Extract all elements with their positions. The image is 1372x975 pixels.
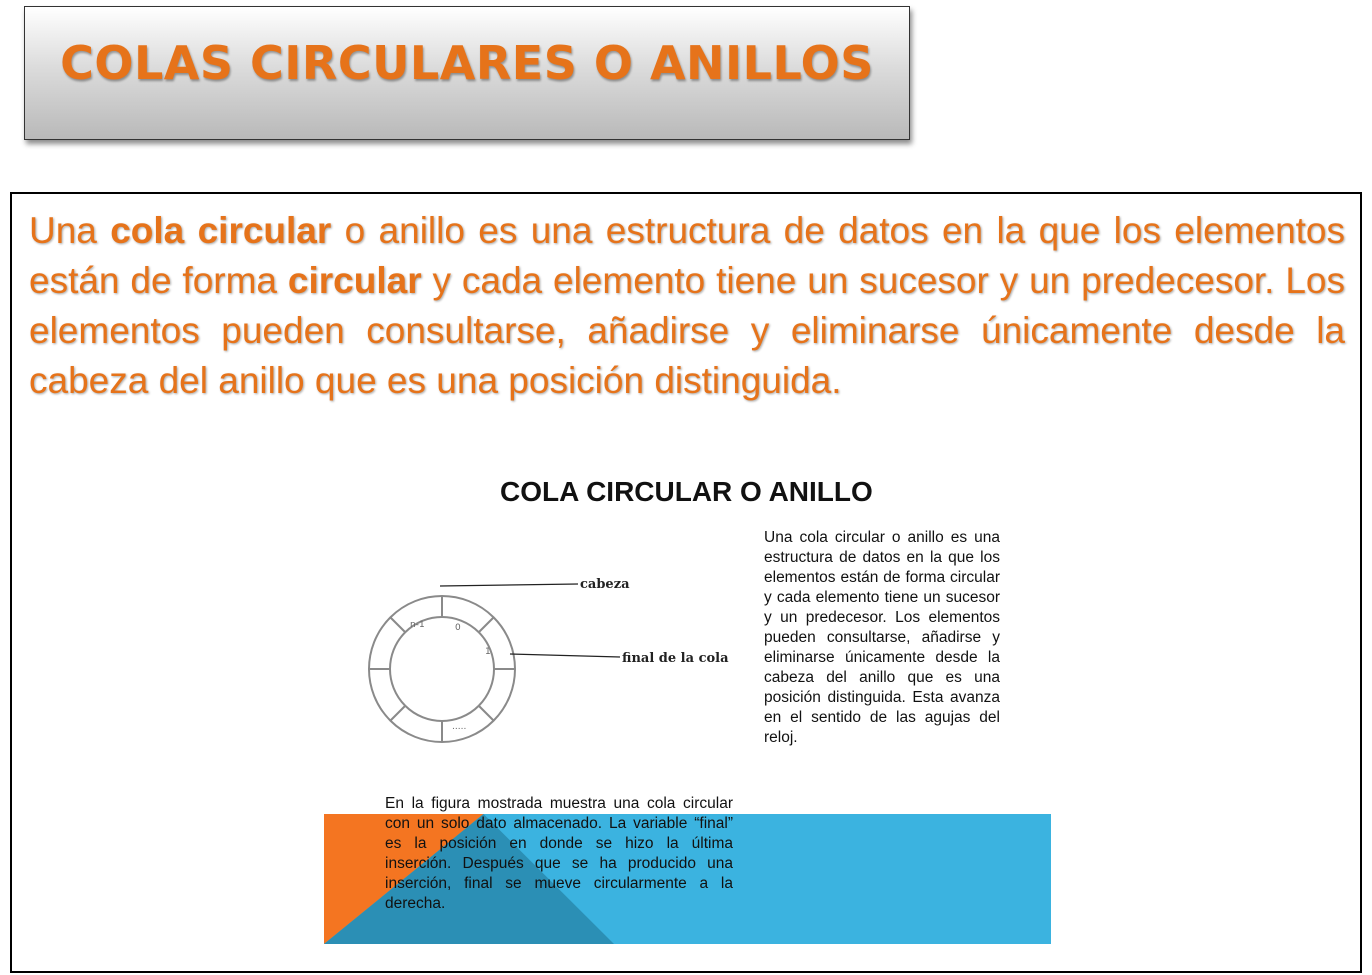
- ring-divider: [390, 617, 405, 632]
- tail-label: final de la cola: [622, 651, 729, 666]
- ring-divider: [479, 706, 494, 721]
- circular-queue-diagram: [352, 564, 732, 764]
- title-banner: [24, 6, 910, 140]
- head-label: cabeza: [580, 577, 630, 592]
- ring-divider: [479, 617, 494, 632]
- content-panel: [10, 192, 1362, 973]
- embedded-bottom-text: En la figura mostrada muestra una cola circular con un solo dato almacenado. La variable “final” es la posición en donde se hizo la última inserción. Después que se ha producido una inserción, final se mueve circularmente a la derecha.: [385, 795, 733, 912]
- ring-divider: [390, 706, 405, 721]
- intro-bold-circular: circular: [287, 260, 422, 301]
- intro-text-2: o anillo es una estructura de datos en la que los elementos están de forma: [29, 210, 1346, 301]
- head-pointer-line: [440, 584, 578, 586]
- embedded-title: COLA CIRCULAR O ANILLO: [500, 476, 873, 507]
- slot-label-n1: n-1: [410, 620, 425, 630]
- intro-text-1: Una: [29, 210, 111, 251]
- slot-label-1: 1: [485, 647, 491, 657]
- embedded-right-text: Una cola circular o anillo es una estructura de datos en la que los elementos están de forma circular y cada elemento tiene un sucesor y un predecesor. Los elementos pueden consultarse, añadirse y eliminarse únicamente desde la cabeza del anillo que es una posición distinguida. Esta avanza en el sentido de las agujas del reloj.: [764, 529, 1000, 746]
- ring-inner-circle: [390, 617, 494, 721]
- embedded-slide-image: [12, 194, 1360, 971]
- intro-text-3: y cada elemento tiene un sucesor y un predecesor. Los elementos pueden consultarse, añadirse y eliminarse únicamente desde la cabeza del anillo que es una posición distinguida.: [29, 260, 1345, 401]
- tail-pointer-line: [510, 654, 620, 657]
- slide-title: COLAS CIRCULARES O ANILLOS: [60, 36, 874, 90]
- slot-label-dots: .....: [452, 722, 467, 732]
- slot-label-0: 0: [455, 623, 461, 633]
- intro-bold-cola-circular: cola circular: [110, 210, 332, 251]
